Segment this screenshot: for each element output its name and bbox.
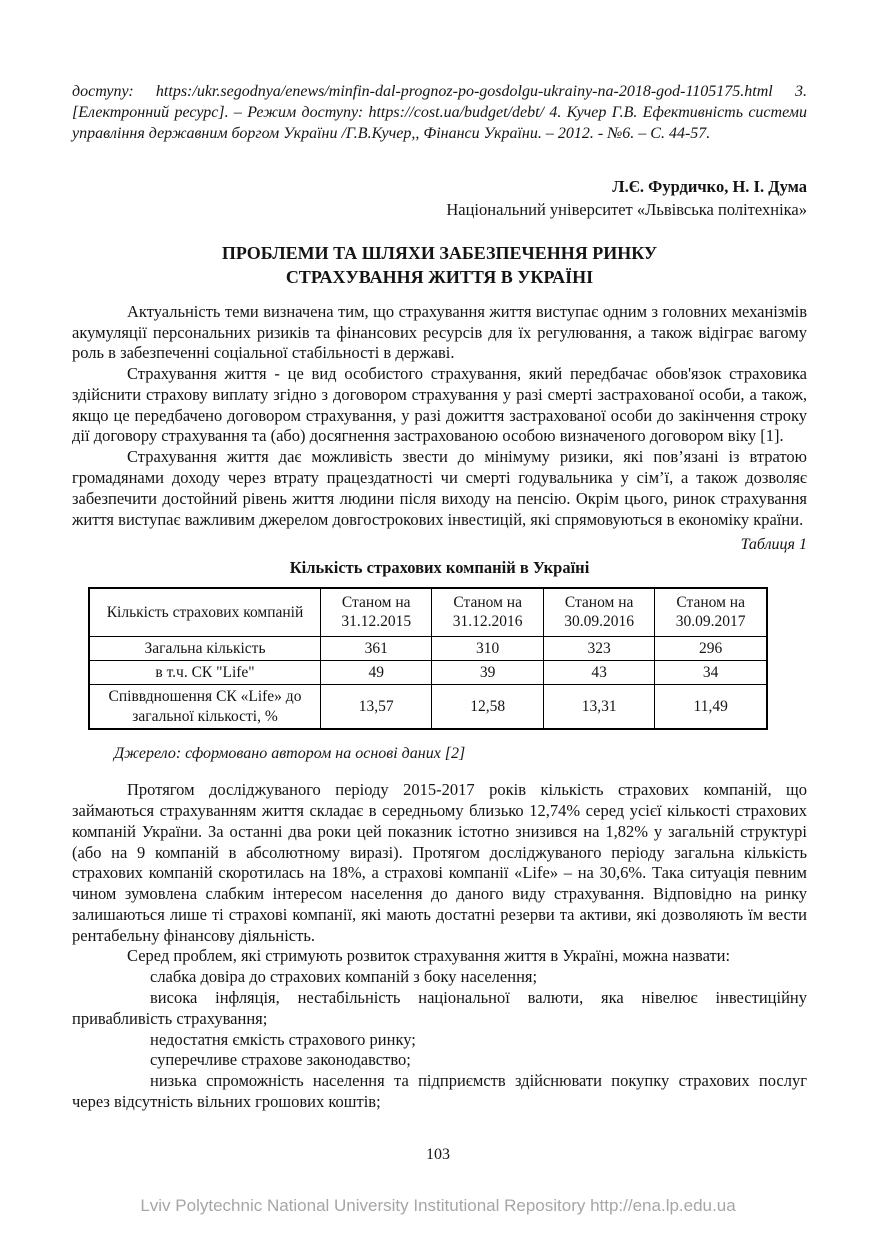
table-header-date-4 <box>655 588 767 636</box>
insurance-companies-table <box>88 587 768 730</box>
table-row-life <box>89 661 767 685</box>
table-cell: 49 <box>321 661 432 685</box>
table-cell: 11,49 <box>655 685 767 729</box>
paragraph-analysis: Протягом досліджуваного періоду 2015-2017 років кількість страхових компаній, що займаються страхуванням життя складає в середньому близько 12,74% серед усієї кількості страхових компаній України. За останні два роки цей показник істотно знизився на 1,82% у загальній структурі (або на 9 компаній в абсолютному виразі). Протягом досліджуваного періоду загальна кількість страхових компаній скоротилась на 18%, а страхові компанії «Life» – на 30,6%. Така ситуація певним чином зумовлена слабким інтересом населення до даного виду страхування. Відповідно на ринку залишаються лише ті страхові компанії, які мають достатні резерви та активи, які дозволяють їм вести рентабельну фінансову діяльність. <box>72 780 807 945</box>
table-cell: 43 <box>543 661 654 685</box>
table-header-date-2-prefix: Станом на <box>453 593 522 611</box>
table-cell: 310 <box>432 636 543 660</box>
table-header-date-1-value: 31.12.2015 <box>341 613 412 631</box>
table-cell: 34 <box>655 661 767 685</box>
table-cell: 13,31 <box>543 685 654 729</box>
table-row-ratio-label: Співвдношення СК «Life» до загальної кількості, % <box>89 685 321 729</box>
table-header-date-3 <box>543 588 654 636</box>
paragraph-benefits: Страхування життя дає можливість звести до мінімуму ризики, які пов’язані із втратою громадянами доходу через втрату працездатності чи смерті годувальника у сім’ї, а також дозволяє забезпечити достойний рівень життя людини після виходу на пенсію. Окрім цього, ринок страхування життя виступає важливим джерелом довгострокових інвестицій, які спрямовуються в економіку країни. <box>72 447 807 529</box>
paragraph-problems-intro: Серед проблем, які стримують розвиток страхування життя в Україні, можна назвати: <box>127 946 731 966</box>
table-caption: Кількість страхових компаній в Україні <box>289 558 590 578</box>
article-title-line1: ПРОБЛЕМИ ТА ШЛЯХИ ЗАБЕЗПЕЧЕННЯ РИНКУ <box>221 243 658 264</box>
table-cell: 39 <box>432 661 543 685</box>
table-header-row <box>89 588 767 636</box>
table-source-note: Джерело: сформовано автором на основі даних [2] <box>114 745 466 763</box>
table-cell: 13,57 <box>321 685 432 729</box>
repository-footer: Lviv Polytechnic National University Institutional Repository http://ena.lp.edu.ua <box>140 1196 736 1215</box>
article-title-line2: СТРАХУВАННЯ ЖИТТЯ В УКРАЇНІ <box>285 267 594 288</box>
references-paragraph: доступу: https:/ukr.segodnya/enews/minfin-dal-prognoz-po-gosdolgu-ukrainy-na-2018-god-1105175.html 3.[Електронний ресурс]. – Режим доступу: https://cost.ua/budget/debt/ 4. Кучер Г.В. Ефективність системи управління державним боргом України /Г.В.Кучер,, Фінанси України. – 2012. - №6. – С. 44-57. <box>72 83 807 142</box>
table-header-date-4-prefix: Станом на <box>676 593 745 611</box>
table-header-date-2-value: 31.12.2016 <box>452 613 523 631</box>
paragraph-definition: Страхування життя - це вид особистого страхування, який передбачає обов'язок страховика здійснити страхову виплату згідно з договором страхування у разі смерті застрахованої особи, а також, якщо це передбачено договором страхування, у разі дожиття застрахованої особи до закінчення строку дії договору страхування та (або) досягнення застрахованою особою визначеного договором віку [1]. <box>72 364 807 446</box>
table-header-companies: Кількість страхових компаній <box>89 588 321 636</box>
table-header-date-3-prefix: Станом на <box>564 593 634 611</box>
table-header-date-2 <box>432 588 543 636</box>
table-cell: 296 <box>655 636 767 660</box>
table-header-date-1-prefix: Станом на <box>341 593 411 611</box>
table-number-label: Таблиця 1 <box>740 536 807 554</box>
table-row-ratio <box>89 685 767 729</box>
authors-line: Л.Є. Фурдичко, Н. І. Дума <box>612 177 807 197</box>
table-cell: 361 <box>321 636 432 660</box>
table-row-total <box>89 636 767 660</box>
table-header-date-4-value: 30.09.2017 <box>675 613 746 631</box>
affiliation-line: Національний університет «Львівська політехніка» <box>446 199 807 219</box>
page-number: 103 <box>426 1146 450 1163</box>
table-header-date-3-value: 30.09.2016 <box>564 613 634 631</box>
problem-item-capacity: недостатня ємкість страхового ринку; <box>150 1029 416 1049</box>
table-row-life-label: в т.ч. СК "Life" <box>89 661 321 685</box>
table-cell: 323 <box>543 636 654 660</box>
problem-item-legislation: суперечливе страхове законодавство; <box>150 1050 411 1070</box>
problem-item-inflation: висока інфляція, нестабільність національної валюти, яка нівелює інвестиційну привабливість страхування; <box>72 988 807 1028</box>
table-cell: 12,58 <box>432 685 543 729</box>
article-title <box>102 242 777 290</box>
table-header-date-1 <box>321 588 432 636</box>
problem-item-affordability: низька спроможність населення та підприємств здійснювати покупку страхових послуг через відсутність вільних грошових коштів; <box>72 1071 807 1111</box>
problem-item-trust: слабка довіра до страхових компаній з боку населення; <box>150 967 538 987</box>
table-row-total-label: Загальна кількість <box>89 636 321 660</box>
paragraph-relevance: Актуальність теми визначена тим, що страхування життя виступає одним з головних механізмів акумуляції персональних ризиків та фінансових ресурсів для їх регулювання, а також відіграє вагому роль в забезпеченні соціальної стабільності в державі. <box>72 301 807 363</box>
